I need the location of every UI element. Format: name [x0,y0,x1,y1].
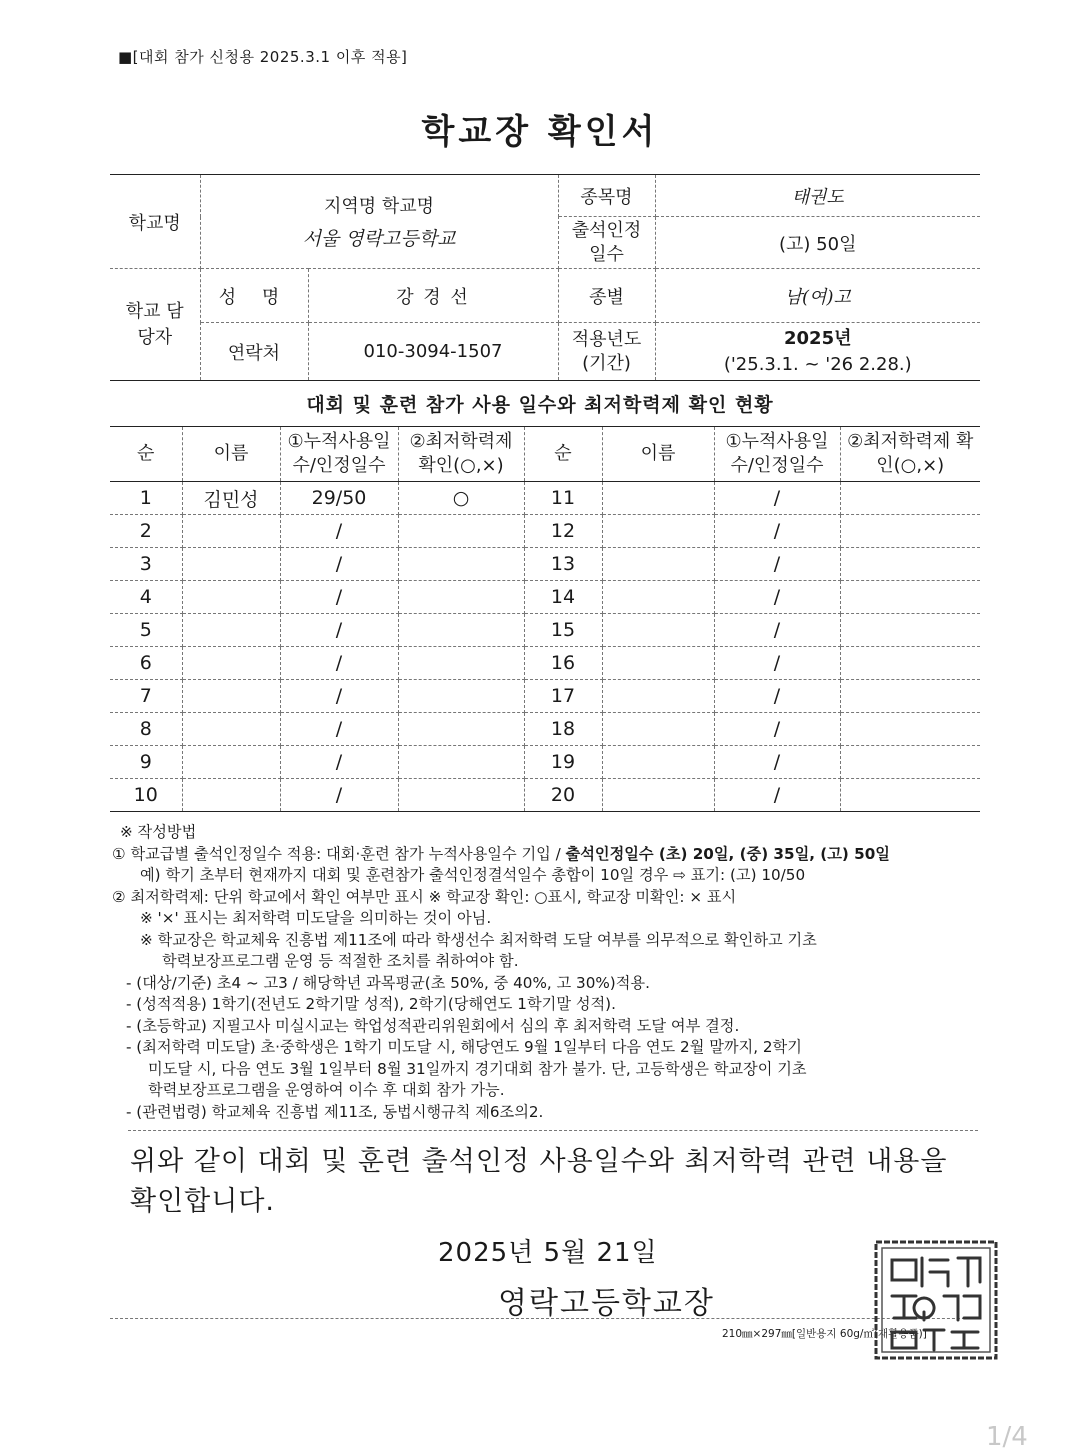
row-no-2: 17 [524,680,602,713]
name-label: 성 명 [200,269,308,323]
detail-2: - (성적적용) 1학기(전년도 2학기말 성적), 2학기(당해연도 1학기말 성적). [126,995,616,1013]
table-row [110,482,980,515]
row-name [182,515,280,548]
note-2: ② 최저학력제: 단위 학교에서 확인 여부만 표시 ※ 학교장 확인: ○표시, 학교장 미확인: × 표시 [112,887,737,906]
row-check-2 [840,746,980,779]
row-days-2: / [714,779,840,812]
row-no: 2 [110,515,182,548]
official-seal-icon [872,1238,1000,1362]
staff-label-text: 학교 담당자 [125,300,184,348]
detail-4b: 미도달 시, 다음 연도 3월 1일부터 8월 31일까지 경기대회 참가 불가. 단, 고등학생은 학교장이 기초 [148,1059,807,1078]
table-row [110,713,980,746]
row-check [398,647,524,680]
row-no: 10 [110,779,182,812]
row-name [182,614,280,647]
row-check-2 [840,482,980,515]
row-no: 9 [110,746,182,779]
row-days: / [280,548,398,581]
table-row [110,581,980,614]
row-days-2: / [714,515,840,548]
row-name-2 [602,647,714,680]
header-name-2: 이름 [602,427,714,482]
row-check-2 [840,581,980,614]
row-check-2 [840,680,980,713]
row-name [182,647,280,680]
row-days-2: / [714,647,840,680]
row-days-2: / [714,581,840,614]
school-cell [200,175,558,269]
row-name-2 [602,614,714,647]
detail-4c: 학력보장프로그램을 운영하여 이수 후 대회 참가 가능. [148,1081,505,1099]
row-days: / [280,680,398,713]
contact-value: 010-3094-1507 [308,323,558,381]
year-value: 2025년 [784,327,852,349]
row-name [182,581,280,614]
year-cell [655,323,980,381]
header-days-2 [714,427,840,482]
row-name-2 [602,482,714,515]
gender-value: 남(여)고 [655,269,980,323]
row-days-2: / [714,482,840,515]
row-no-2: 20 [524,779,602,812]
confirmation-line-1: 위와 같이 대회 및 훈련 출석인정 사용일수와 최저학력 관련 내용을 [130,1146,948,1177]
notes-divider [128,1130,978,1131]
row-check: ○ [398,482,524,515]
row-no-2: 13 [524,548,602,581]
year-label-text: 적용년도 (기간) [571,328,642,374]
sport-label: 종목명 [558,175,655,217]
school-label: 학교명 [110,175,200,269]
row-no-2: 16 [524,647,602,680]
row-check [398,713,524,746]
row-days-2: / [714,713,840,746]
row-days: / [280,614,398,647]
note-1-text: ① 학교급별 출석인정일수 적용: 대회·훈련 참가 누적사용일수 기입 / [112,844,566,863]
row-days-2: / [714,746,840,779]
table-row [110,779,980,812]
form-notice: ■[대회 참가 신청용 2025.3.1 이후 적용] [118,48,408,66]
row-days: / [280,515,398,548]
note-2-d: 학력보장프로그램 운영 등 적절한 조치를 취하여야 함. [162,952,519,970]
row-days: / [280,746,398,779]
row-no-2: 12 [524,515,602,548]
detail-5: - (관련법령) 학교체육 진흥법 제11조, 동법시행규칙 제6조의2. [126,1102,544,1121]
row-no: 1 [110,482,182,515]
row-check-2 [840,548,980,581]
row-check [398,779,524,812]
row-name [182,779,280,812]
header-name: 이름 [182,427,280,482]
row-name [182,713,280,746]
table-row [110,614,980,647]
row-no: 6 [110,647,182,680]
row-name-2 [602,746,714,779]
row-name-2 [602,515,714,548]
period-value: ('25.3.1. ~ '26 2.28.) [723,353,912,375]
row-check [398,746,524,779]
year-label [558,323,655,381]
paper-spec: 210㎜×297㎜[일반용지 60g/㎡(재활용품)] [722,1328,927,1340]
row-days-2: / [714,614,840,647]
header-check-text: ②최저학력제 확인(○,×) [409,431,513,476]
detail-3: - (초등학교) 지필고사 미실시교는 학업성적관리위원회에서 심의 후 최저학력 도달 여부 결정. [126,1016,740,1035]
row-no: 5 [110,614,182,647]
row-days-2: / [714,548,840,581]
row-check [398,548,524,581]
school-header: 지역명 학교명 [323,196,435,217]
name-value: 강 경 선 [308,269,558,323]
page-number: 1/4 [986,1422,1028,1452]
row-check [398,680,524,713]
issue-date: 2025년 5월 21일 [438,1238,658,1268]
header-no-2: 순 [524,427,602,482]
gender-label: 종별 [558,269,655,323]
section-title: 대회 및 훈련 참가 사용 일수와 최저학력제 확인 현황 [306,394,774,416]
roster-table [110,426,980,812]
confirmation-line-2: 확인합니다. [130,1186,275,1217]
row-name: 김민성 [182,482,280,515]
row-check-2 [840,647,980,680]
row-no-2: 14 [524,581,602,614]
row-name-2 [602,581,714,614]
notes-heading: ※ 작성방법 [120,823,197,841]
header-check-2 [840,427,980,482]
school-value: 서울 영락고등학교 [302,228,456,250]
row-name [182,680,280,713]
row-no: 7 [110,680,182,713]
confirmation-text [130,1142,980,1222]
header-days-text: ①누적사용일수/인정일수 [287,431,391,476]
row-days: / [280,779,398,812]
attendance-label-text: 출석인정 일수 [571,219,642,265]
row-no-2: 11 [524,482,602,515]
attendance-value: (고) 50일 [655,217,980,269]
row-name-2 [602,548,714,581]
header-days [280,427,398,482]
row-no: 4 [110,581,182,614]
row-check-2 [840,779,980,812]
row-check [398,515,524,548]
note-2-c: ※ 학교장은 학교체육 진흥법 제11조에 따라 학생선수 최저학력 도달 여부를 의무적으로 확인하고 기초 [140,930,817,949]
row-name-2 [602,680,714,713]
staff-label [110,269,200,381]
table-row [110,515,980,548]
header-check-2-text: ②최저학력제 확인(○,×) [847,431,974,476]
row-days: 29/50 [280,482,398,515]
row-check-2 [840,614,980,647]
detail-1: - (대상/기준) 초4 ~ 고3 / 해당학년 과목평균(초 50%, 중 40%, 고 30%)적용. [126,973,650,992]
note-1-bold: 출석인정일수 (초) 20일, (중) 35일, (고) 50일 [565,844,890,863]
row-check [398,614,524,647]
row-name [182,746,280,779]
table-row [110,548,980,581]
sport-value: 태권도 [655,175,980,217]
header-days-2-text: ①누적사용일수/인정일수 [725,431,829,476]
note-1-example: 예) 학기 초부터 현재까지 대회 및 훈련참가 출석인정결석일수 총합이 10일 경우 ⇨ 표기: (고) 10/50 [140,866,806,884]
principal-title: 영락고등학교장 [498,1286,715,1321]
note-2-b: ※ '×' 표시는 최저학력 미도달을 의미하는 것이 아님. [140,909,492,927]
table-row [110,647,980,680]
row-days: / [280,647,398,680]
row-check-2 [840,713,980,746]
row-check [398,581,524,614]
row-name-2 [602,713,714,746]
table-row [110,746,980,779]
row-days: / [280,581,398,614]
bottom-divider [110,1318,980,1319]
row-no-2: 15 [524,614,602,647]
header-check [398,427,524,482]
note-1 [112,844,992,866]
row-name [182,548,280,581]
row-no-2: 18 [524,713,602,746]
school-info-table [110,174,980,381]
row-no: 8 [110,713,182,746]
row-days-2: / [714,680,840,713]
row-check-2 [840,515,980,548]
instructions [112,822,992,1123]
detail-4a: - (최저학력 미도달) 초·중학생은 1학기 미도달 시, 해당연도 9월 1일부터 다음 연도 2월 말까지, 2학기 [126,1038,802,1056]
row-no: 3 [110,548,182,581]
roster-header-row [110,427,980,482]
row-days: / [280,713,398,746]
attendance-label [558,217,655,269]
row-name-2 [602,779,714,812]
table-row [110,680,980,713]
document-title: 학교장 확인서 [421,112,659,152]
header-no: 순 [110,427,182,482]
row-no-2: 19 [524,746,602,779]
contact-label: 연락처 [200,323,308,381]
